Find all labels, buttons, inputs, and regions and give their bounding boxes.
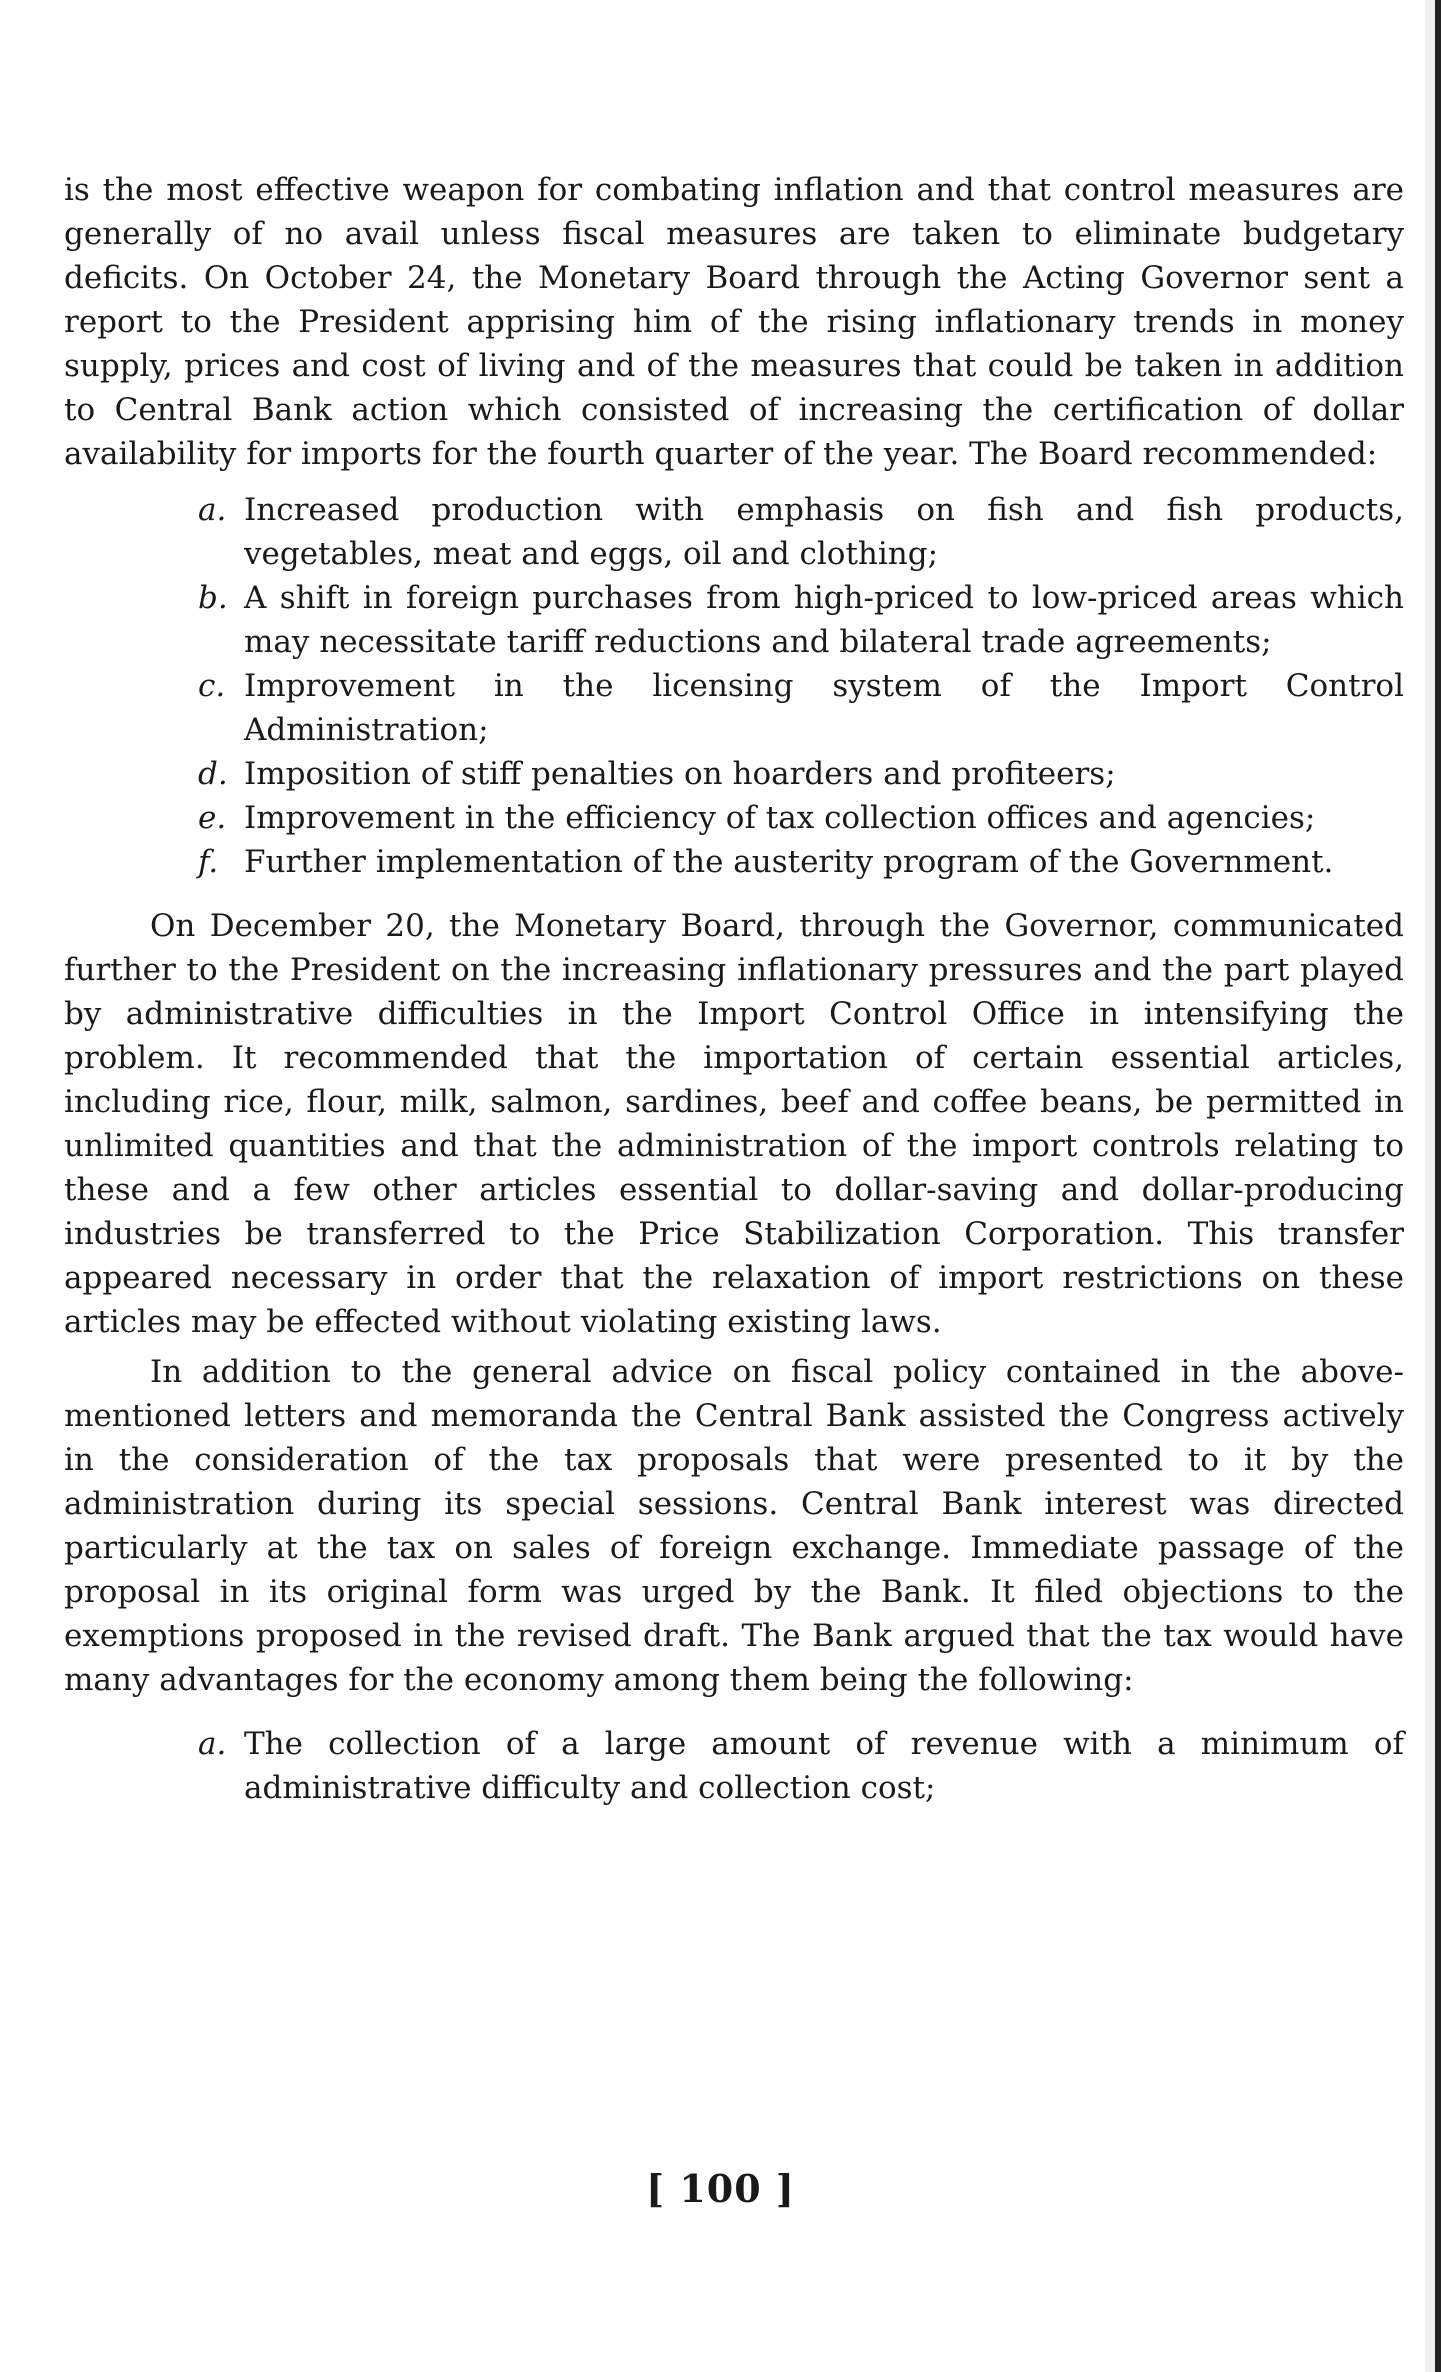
list-item: [64, 796, 1404, 840]
list-item-text: Improvement in the efficiency of tax collection offices and agencies;: [244, 800, 1316, 836]
document-body: [64, 168, 1404, 1810]
recommendations-list: [64, 488, 1404, 884]
list-item-text: A shift in foreign purchases from high-priced to low-priced areas which may necessitate tariff reductions and bilateral trade agreements;: [244, 580, 1404, 660]
list-item: [64, 752, 1404, 796]
page-edge: [1435, 0, 1441, 2372]
list-marker: d.: [198, 756, 228, 792]
list-marker: a.: [198, 1726, 227, 1762]
paragraph-2: On December 20, the Monetary Board, through the Governor, communicated further to the President on the increasing inflationary pressures and the part played by administrative difficulties in the Import Control Office in intensifying the problem. It recommended that the importation of certain essential articles, including rice, flour, milk, salmon, sardines, beef and coffee beans, be permitted in unlimited quantities and that the administration of the import controls relating to these and a few other articles essential to dollar-saving and dollar-producing industries be transferred to the Price Stabilization Corporation. This transfer appeared necessary in order that the relaxation of import restrictions on these articles may be effected without violating existing laws.: [64, 908, 1404, 1340]
list-item-text: The collection of a large amount of revenue with a minimum of administrative difficulty and collection cost;: [244, 1726, 1404, 1806]
list-item: [64, 488, 1404, 576]
advantages-list: [64, 1722, 1404, 1810]
list-item: [64, 1722, 1404, 1810]
list-item-text: Further implementation of the austerity program of the Government.: [244, 844, 1334, 880]
page-number: [ 100 ]: [646, 2166, 795, 2211]
paragraph-1: is the most effective weapon for combating inflation and that control measures are generally of no avail unless fiscal measures are taken to eliminate budgetary deficits. On October 24, the Monetary Board through the Acting Governor sent a report to the President apprising him of the rising inflationary trends in money supply, prices and cost of living and of the measures that could be taken in addition to Central Bank action which consisted of increasing the certification of dollar availability for imports for the fourth quarter of the year. The Board recommended:: [64, 172, 1404, 472]
list-item: [64, 840, 1404, 884]
list-item: [64, 664, 1404, 752]
list-item-text: Imposition of stiff penalties on hoarders and profiteers;: [244, 756, 1116, 792]
page-edge-shadow: [1425, 0, 1435, 2372]
list-marker: c.: [198, 668, 226, 704]
list-marker: f.: [198, 844, 219, 880]
list-marker: e.: [198, 800, 227, 836]
list-marker: b.: [198, 580, 228, 616]
list-item: [64, 576, 1404, 664]
list-item-text: Improvement in the licensing system of the Import Control Administration;: [244, 668, 1404, 748]
list-marker: a.: [198, 492, 227, 528]
list-item-text: Increased production with emphasis on fish and fish products, vegetables, meat and eggs, oil and clothing;: [244, 492, 1404, 572]
paragraph-3: In addition to the general advice on fiscal policy contained in the above-mentioned letters and memoranda the Central Bank assisted the Congress actively in the consideration of the tax proposals that were presented to it by the administration during its special sessions. Central Bank interest was directed particularly at the tax on sales of foreign exchange. Immediate passage of the proposal in its original form was urged by the Bank. It filed objections to the exemptions proposed in the revised draft. The Bank argued that the tax would have many advantages for the economy among them being the following:: [64, 1354, 1404, 1698]
